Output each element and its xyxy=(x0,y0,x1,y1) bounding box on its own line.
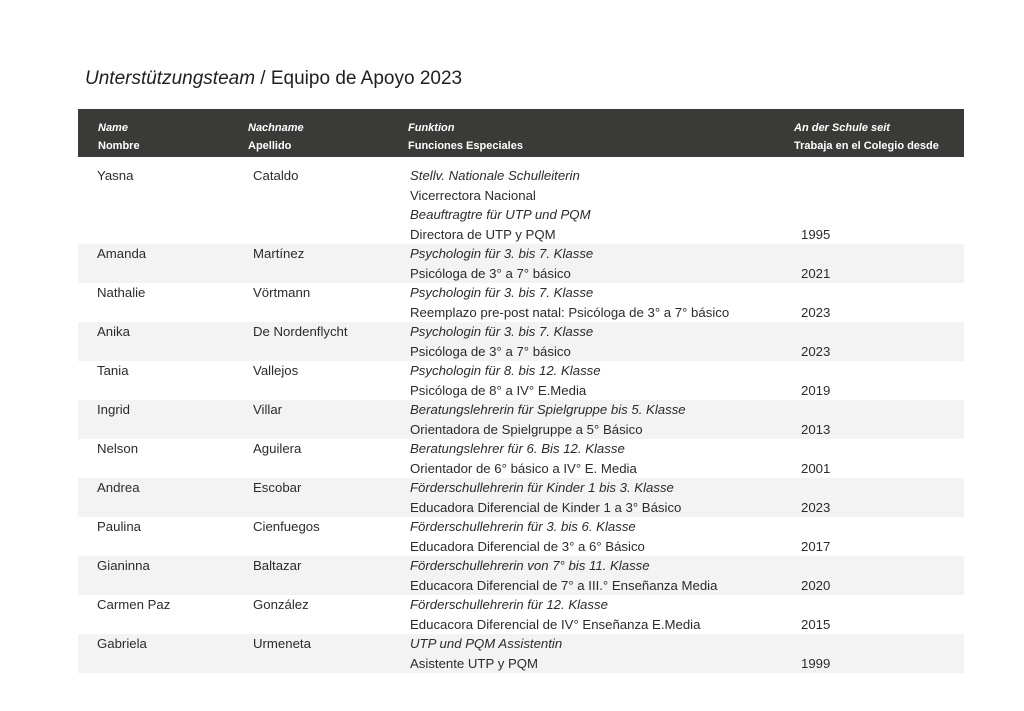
cell-function-de: Beauftragtre für UTP und PQM xyxy=(410,207,591,222)
cell-function-es: Orientadora de Spielgruppe a 5° Básico xyxy=(410,421,643,437)
row-line xyxy=(78,186,964,206)
row-line xyxy=(78,205,964,225)
row-line xyxy=(78,342,964,362)
cell-function-es: Orientador de 6° básico a IV° E. Media xyxy=(410,460,637,476)
header-since-de: An der Schule seit xyxy=(794,122,890,134)
cell-function-es: Directora de UTP y PQM xyxy=(410,226,556,242)
cell-function-es: Reemplazo pre-post natal: Psicóloga de 3° a 7° básico xyxy=(410,304,730,320)
row-line xyxy=(78,478,964,498)
cell-name: Yasna xyxy=(97,168,134,183)
title-spanish: Equipo de Apoyo 2023 xyxy=(270,68,463,89)
row-line xyxy=(78,166,964,186)
cell-function-es: Psicóloga de 8° a IV° E.Media xyxy=(410,382,587,398)
table-row xyxy=(78,517,964,556)
cell-function-de: Psychologin für 3. bis 7. Klasse xyxy=(410,246,594,261)
cell-surname: Cienfuegos xyxy=(253,519,320,534)
cell-surname: Escobar xyxy=(253,480,302,495)
page-title xyxy=(85,68,462,90)
cell-since: 2017 xyxy=(801,538,831,554)
cell-function-es: Psicóloga de 3° a 7° básico xyxy=(410,265,571,281)
cell-name: Amanda xyxy=(97,246,147,261)
cell-surname: De Nordenflycht xyxy=(253,324,348,339)
header-name-de: Name xyxy=(98,122,128,134)
cell-function-de: Förderschullehrerin von 7° bis 11. Klasse xyxy=(410,558,650,573)
row-line xyxy=(78,654,964,674)
header-surname-es: Apellido xyxy=(248,140,292,152)
cell-since: 2023 xyxy=(801,304,831,320)
header-surname-de: Nachname xyxy=(248,122,304,134)
row-line xyxy=(78,322,964,342)
cell-since: 2023 xyxy=(801,343,831,359)
cell-since: 2020 xyxy=(801,577,831,593)
cell-function-de: Stellv. Nationale Schulleiterin xyxy=(410,168,580,183)
table-row xyxy=(78,556,964,595)
row-line xyxy=(78,400,964,420)
row-line xyxy=(78,283,964,303)
table-row xyxy=(78,283,964,322)
row-line xyxy=(78,361,964,381)
cell-function-de: Beratungslehrer für 6. Bis 12. Klasse xyxy=(410,441,625,456)
staff-table xyxy=(78,109,964,673)
row-line xyxy=(78,556,964,576)
header-name-es: Nombre xyxy=(98,140,140,152)
row-line xyxy=(78,498,964,518)
table-header xyxy=(78,109,964,157)
table-row xyxy=(78,166,964,244)
cell-name: Anika xyxy=(97,324,130,339)
table-row xyxy=(78,439,964,478)
row-line xyxy=(78,264,964,284)
cell-surname: González xyxy=(253,597,309,612)
row-line xyxy=(78,420,964,440)
table-body xyxy=(78,166,964,673)
cell-since: 2023 xyxy=(801,499,831,515)
row-line xyxy=(78,303,964,323)
row-line xyxy=(78,634,964,654)
cell-function-de: Förderschullehrerin für 12. Klasse xyxy=(410,597,608,612)
row-line xyxy=(78,517,964,537)
cell-name: Andrea xyxy=(97,480,140,495)
cell-surname: Aguilera xyxy=(253,441,302,456)
cell-function-de: Förderschullehrerin für Kinder 1 bis 3. Klasse xyxy=(410,480,674,495)
cell-function-de: Psychologin für 3. bis 7. Klasse xyxy=(410,324,594,339)
cell-function-de: UTP und PQM Assistentin xyxy=(410,636,563,651)
table-row xyxy=(78,322,964,361)
title-separator: / xyxy=(255,68,271,89)
row-line xyxy=(78,244,964,264)
cell-name: Carmen Paz xyxy=(97,597,171,612)
row-line xyxy=(78,381,964,401)
cell-function-de: Psychologin für 3. bis 7. Klasse xyxy=(410,285,594,300)
row-line xyxy=(78,537,964,557)
header-since-es: Trabaja en el Colegio desde xyxy=(794,140,939,152)
table-row xyxy=(78,478,964,517)
cell-surname: Cataldo xyxy=(253,168,299,183)
cell-function-es: Educacora Diferencial de 7° a III.° Enseñanza Media xyxy=(410,577,718,593)
header-surname xyxy=(248,119,304,155)
cell-surname: Martínez xyxy=(253,246,305,261)
cell-since: 2021 xyxy=(801,265,831,281)
row-line xyxy=(78,439,964,459)
cell-function-es: Educadora Diferencial de 3° a 6° Básico xyxy=(410,538,645,554)
cell-name: Ingrid xyxy=(97,402,130,417)
header-since xyxy=(794,119,939,155)
cell-surname: Vallejos xyxy=(253,363,299,378)
cell-function-es: Psicóloga de 3° a 7° básico xyxy=(410,343,571,359)
cell-name: Gabriela xyxy=(97,636,147,651)
header-function-es: Funciones Especiales xyxy=(408,140,523,152)
header-function-de: Funktion xyxy=(408,122,455,134)
cell-name: Nelson xyxy=(97,441,139,456)
cell-name: Nathalie xyxy=(97,285,146,300)
cell-function-de: Psychologin für 8. bis 12. Klasse xyxy=(410,363,601,378)
table-row xyxy=(78,595,964,634)
table-row xyxy=(78,634,964,673)
cell-function-es: Asistente UTP y PQM xyxy=(410,655,539,671)
row-line xyxy=(78,225,964,245)
cell-surname: Villar xyxy=(253,402,283,417)
cell-function-de: Beratungslehrerin für Spielgruppe bis 5. Klasse xyxy=(410,402,686,417)
cell-since: 2015 xyxy=(801,616,831,632)
cell-name: Gianinna xyxy=(97,558,150,573)
cell-name: Paulina xyxy=(97,519,141,534)
cell-surname: Baltazar xyxy=(253,558,302,573)
cell-since: 1999 xyxy=(801,655,831,671)
cell-surname: Urmeneta xyxy=(253,636,311,651)
row-line xyxy=(78,595,964,615)
cell-since: 2019 xyxy=(801,382,831,398)
title-german: Unterstützungsteam xyxy=(85,68,256,89)
cell-function-es: Educacora Diferencial de IV° Enseñanza E.Media xyxy=(410,616,701,632)
cell-surname: Vörtmann xyxy=(253,285,311,300)
header-function xyxy=(408,119,523,155)
row-line xyxy=(78,615,964,635)
cell-name: Tania xyxy=(97,363,129,378)
table-row xyxy=(78,361,964,400)
cell-function-es: Vicerrectora Nacional xyxy=(410,187,536,203)
table-row xyxy=(78,244,964,283)
header-name xyxy=(98,119,140,155)
cell-since: 2001 xyxy=(801,460,831,476)
cell-since: 2013 xyxy=(801,421,831,437)
row-line xyxy=(78,576,964,596)
cell-function-es: Educadora Diferencial de Kinder 1 a 3° Básico xyxy=(410,499,682,515)
table-row xyxy=(78,400,964,439)
cell-since: 1995 xyxy=(801,226,831,242)
row-line xyxy=(78,459,964,479)
cell-function-de: Förderschullehrerin für 3. bis 6. Klasse xyxy=(410,519,636,534)
